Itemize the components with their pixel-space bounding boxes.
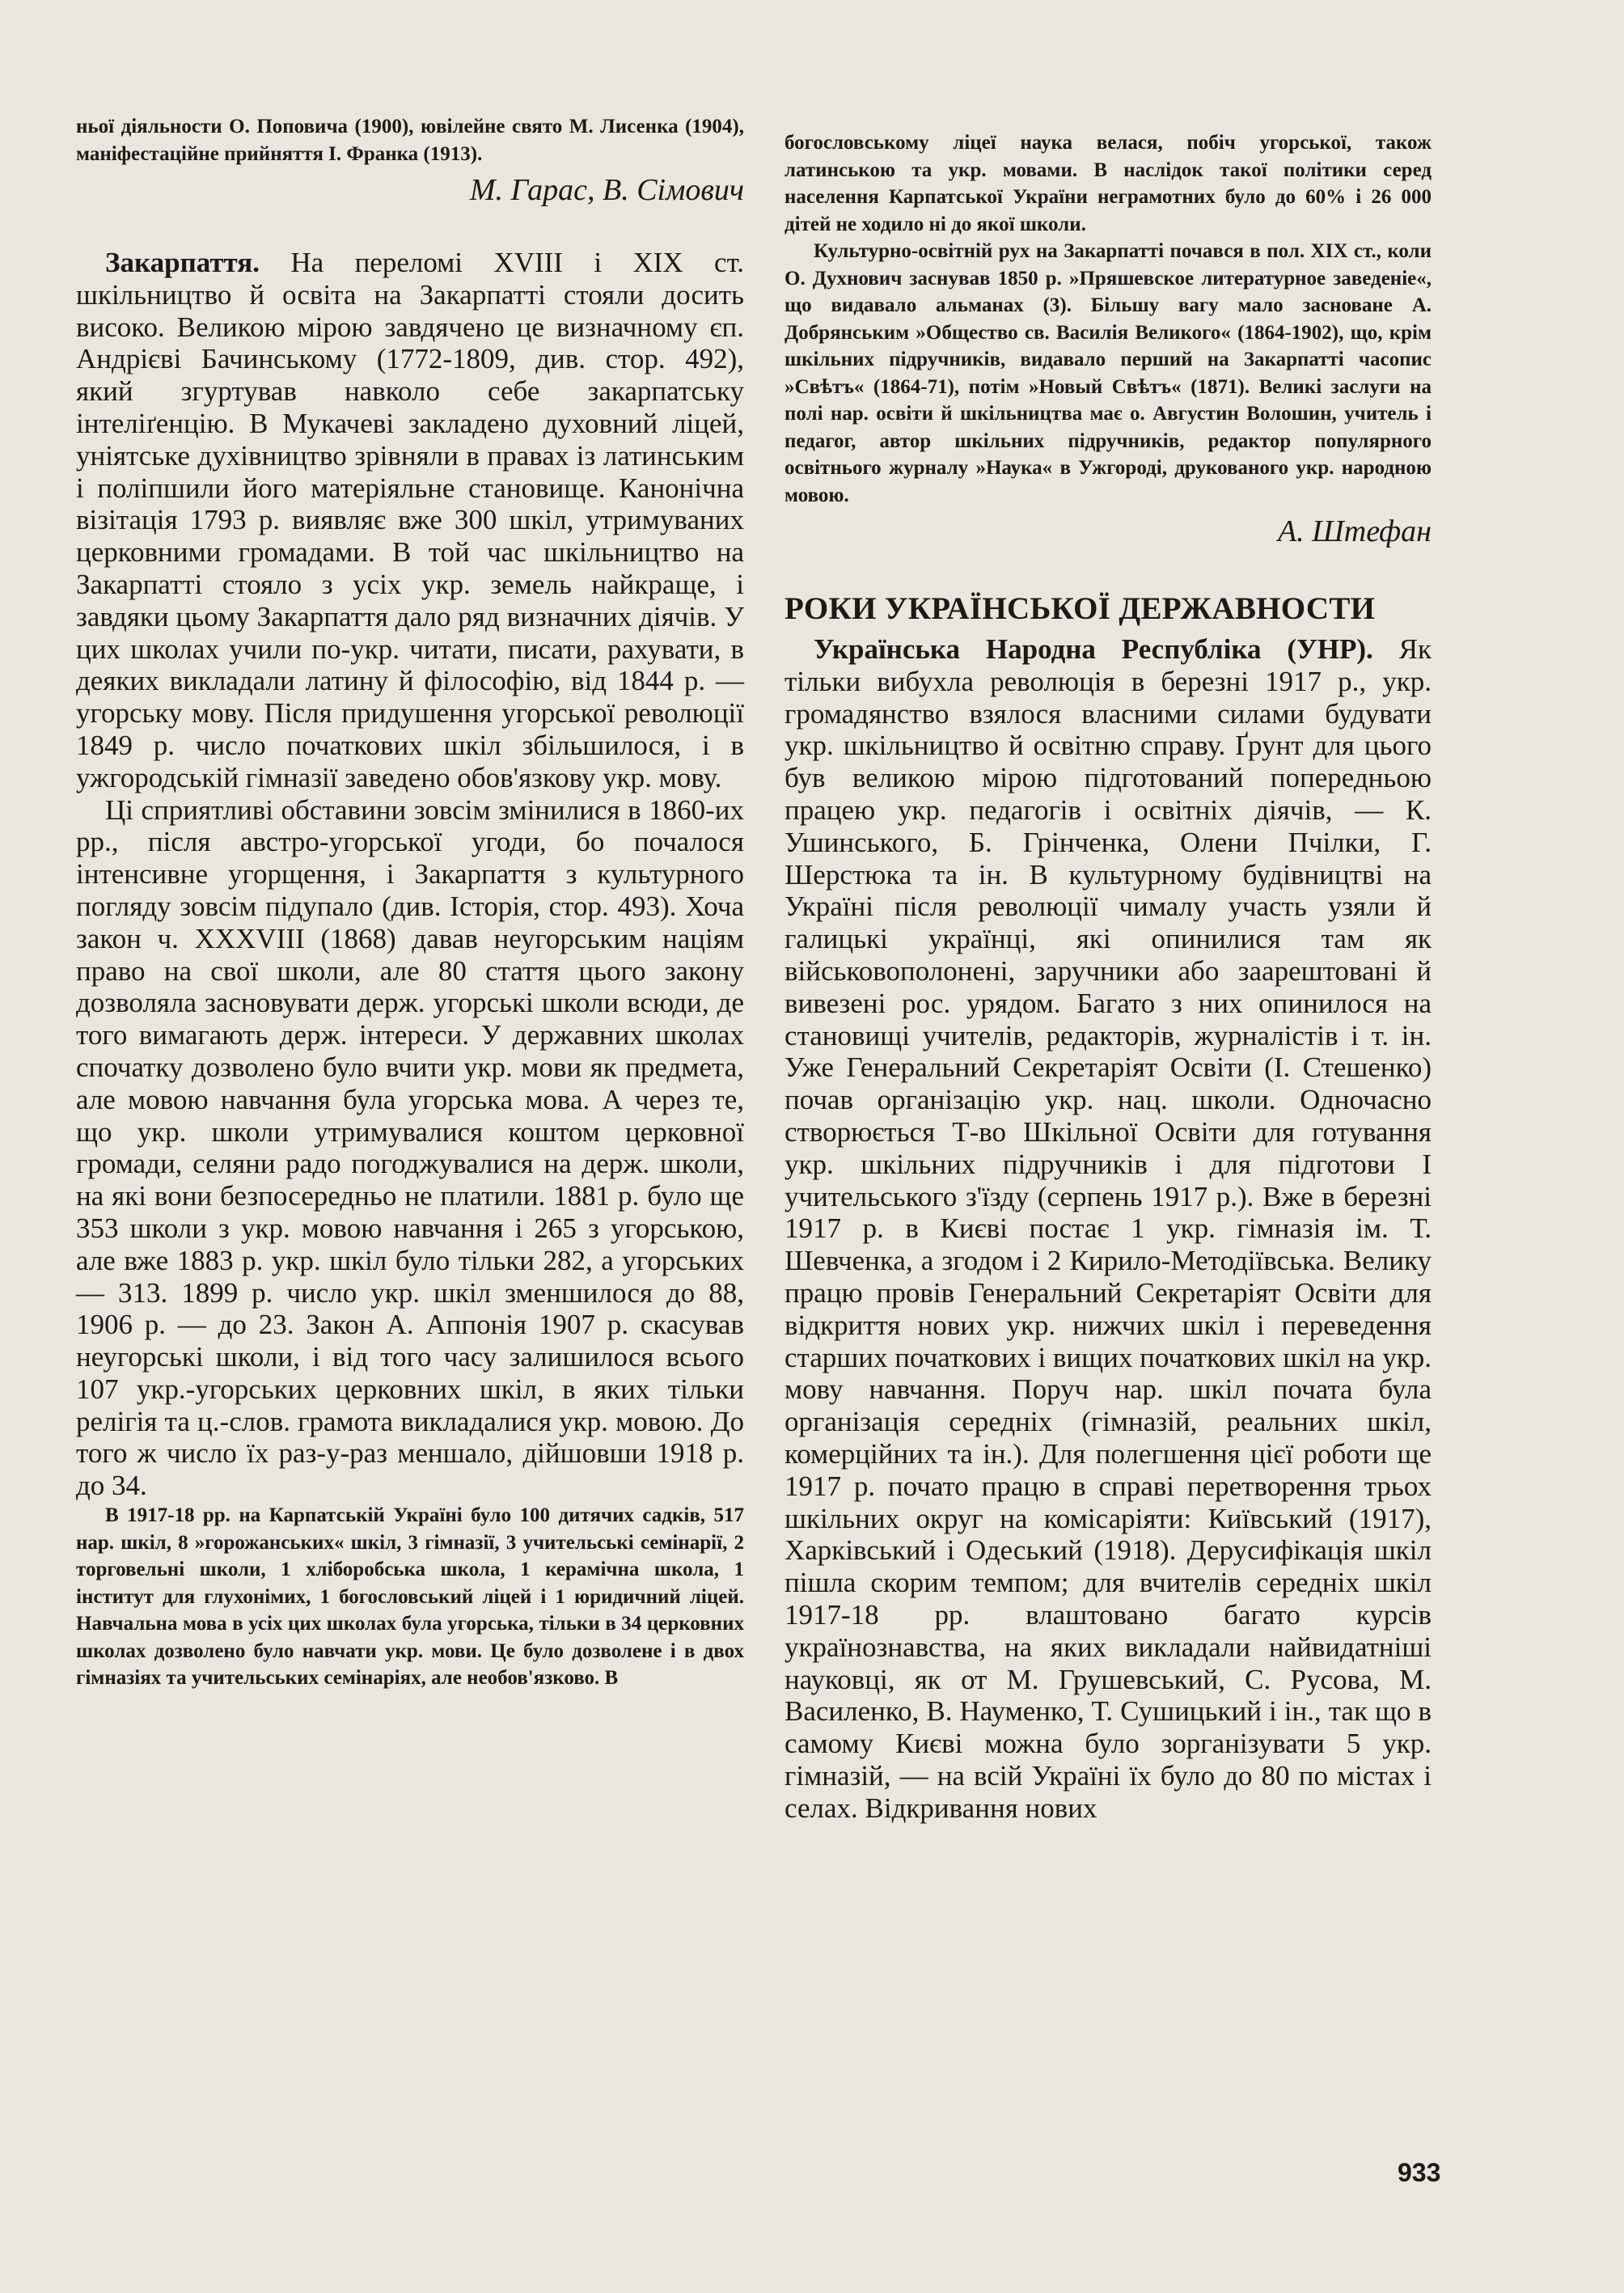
zakarpattia-paragraph-2: Ці сприятливі обставини зовсім змінилися в 1860-их рр., після австро-угорської угоди, бо почалося інтенсивне угорщення, і Закарпаття з культурного погляду зовсім підупало (див. Історія, стор. 493). Хоча закон ч. XXXVIII (1868) давав неугорським націям право на свої школи, але 80 стаття цього закону дозволяла засновувати держ. угорські школи всюди, де того вимагають держ. інтереси. У державних школах спочатку дозволено було вчити укр. мови як предмета, але мовою навчання була угорська мова. А через те, що укр. школи утримувалися коштом церковної громади, селяни радо погоджувалися на держ. школи, на які вони безпосередньо не платили. 1881 р. було ще 353 школи з укр. мовою навчання і 265 з угорською, але вже 1883 р. укр. шкіл було тільки 282, а угорських — 313. 1899 р. число укр. шкіл зменшилося до 88, 1906 р. — до 23. Закон А. Аппонія 1907 р. скасував неугорські школи, і від того часу залишилося всього 107 укр.-угорських церковних шкіл, в яких тільки релігія та ц.-слов. грамота викладалися укр. мовою. До того ж число їх раз-у-раз меншало, дійшовши 1918 р. до 34. [76, 793, 744, 1502]
zakarpattia-paragraph-1 [76, 247, 744, 794]
left-column [76, 113, 744, 1692]
section-title: РОКИ УКРАЇНСЬКОЇ ДЕРЖАВНОСТИ [785, 591, 1376, 626]
unr-heading: Українська Народна Республіка (УНР). [814, 633, 1373, 665]
continuation-paragraph: богословському ліцеї наука велася, побіч угорської, також латинською та укр. мовами. В наслідок такої політики серед населення Карпатської України неграмотних було до 60% і 26 000 дітей не ходило ні до якої школи. [785, 132, 1432, 235]
culture-paragraph: Культурно-освітній рух на Закарпатті почався в пол. XIX ст., коли О. Духнович заснував 1850 р. »Пряшевское литературное заведеніе«, що видавало альманах (3). Більшу вагу мало засноване А. Добрянським »Общество св. Василія Великого« (1864-1902), що, крім шкільних підручників, видавало перший на Закарпатті часопис »Свѣтъ« (1864-71), потім »Новый Свѣтъ« (1871). Великі заслуги на полі нар. освіти й шкільництва має о. Августин Волошин, учитель і педагог, автор шкільних підручників, редактор популярного освітнього журналу »Наука« в Ужгороді, друкованого укр. народною мовою. [785, 240, 1432, 506]
unr-paragraph-text: Як тільки вибухла революція в березні 1917 р., укр. громадянство взялося власними силами будувати укр. шкільництво й освітню справу. Ґрунт для цього був великою мірою підготований попередньою працею укр. педагогів і освітніх діячів, — К. Ушинського, Б. Грінченка, Олени Пчілки, Г. Шерстюка та ін. В культурному будівництві на Україні після революції чималу участь узяли й галицькі українці, які опинилися там як військовополонені, заручники або заарештовані й вивезені рос. урядом. Багато з них опинилося на становищі учителів, редакторів, журналістів і т. ін. Уже Генеральний Секретаріят Освіти (І. Стешенко) почав організацію укр. нац. школи. Одночасно створюється Т-во Шкільної Освіти для готування укр. шкільних підручників і для підготови І учительського з'їзду (серпень 1917 р.). Вже в березні 1917 р. в Києві постає 1 укр. гімназія ім. Т. Шевченка, а згодом і 2 Кирило-Методіївська. Велику працю провів Генеральний Секретаріят Освіти для відкриття нових укр. нижчих шкіл і переведення старших початкових і вищих початкових шкіл на укр. мову навчання. Поруч нар. шкіл почата була організація середніх (гімназій, реальних шкіл, комерційних та ін.). Для полегшення цієї роботи ще 1917 р. почато працю в справі перетворення трьох шкільних округ на комісаріяти: Київський (1917), Харківський і Одеський (1918). Дерусифікація шкіл пішла скорим темпом; для вчителів середніх шкіл 1917-18 рр. влаштовано багато курсів українознавства, на яких викладали найвидатніші науковці, як от М. Грушевський, С. Русова, М. Василенко, В. Науменко, Т. Сушицький і ін., так що в самому Києві можна було зорганізувати 5 укр. гімназій, — на всій Україні їх було до 80 по містах і селах. Відкривання нових [785, 633, 1432, 1824]
right-column [785, 129, 1432, 1824]
zakarpattia-heading: Закарпаття. [105, 247, 260, 278]
intro-signature: М. Гарас, В. Сімович [469, 173, 744, 207]
intro-paragraph: ньої діяльности О. Поповича (1900), ювілейне свято М. Лисенка (1904), маніфестаційне прийняття І. Франка (1913). [76, 116, 744, 165]
culture-signature: А. Штефан [1277, 514, 1432, 548]
zakarpattia-paragraph-1-text: На переломі XVIII і XIX ст. шкільництво й освіта на Закарпатті стояли досить високо. Великою мірою завдячено це визначному єп. Андрієві Бачинському (1772-1809, див. стор. 492), який згуртував навколо себе закарпатську інтеліґенцію. В Мукачеві закладено духовний ліцей, уніятське духівництво зрівняли в правах із латинським і поліпшили його матеріяльне становище. Канонічна візітація 1793 р. виявляє вже 300 шкіл, утримуваних церковними громадами. В той час шкільництво на Закарпатті стояло з усіх укр. земель найкраще, і завдяки цьому Закарпаття дало ряд визначних діячів. У цих школах учили по-укр. читати, писати, рахувати, в деяких викладали латину й філософію, від 1844 р. — угорську мову. Після придушення угорської революції 1849 р. число початкових шкіл збільшилося, і в ужгородській гімназії заведено обов'язкову укр. мову. [76, 247, 745, 793]
page-number: 933 [1398, 2158, 1441, 2187]
zakarpattia-paragraph-3: В 1917-18 рр. на Карпатській Україні було 100 дитячих садків, 517 нар. шкіл, 8 »горожанських« шкіл, 3 гімназії, 3 учительські семінарії, 2 торговельні школи, 1 хліборобська школа, 1 керамічна школа, 1 інститут для глухонімих, 1 богословський ліцей і 1 юридичний ліцей. Навчальна мова в усіх цих школах була угорська, тільки в 34 церковних школах дозволено було навчати укр. мови. Це було дозволене і в двох гімназіях та учительських семінаріях, але необов'язково. В [76, 1504, 744, 1690]
unr-paragraph [785, 633, 1432, 1824]
